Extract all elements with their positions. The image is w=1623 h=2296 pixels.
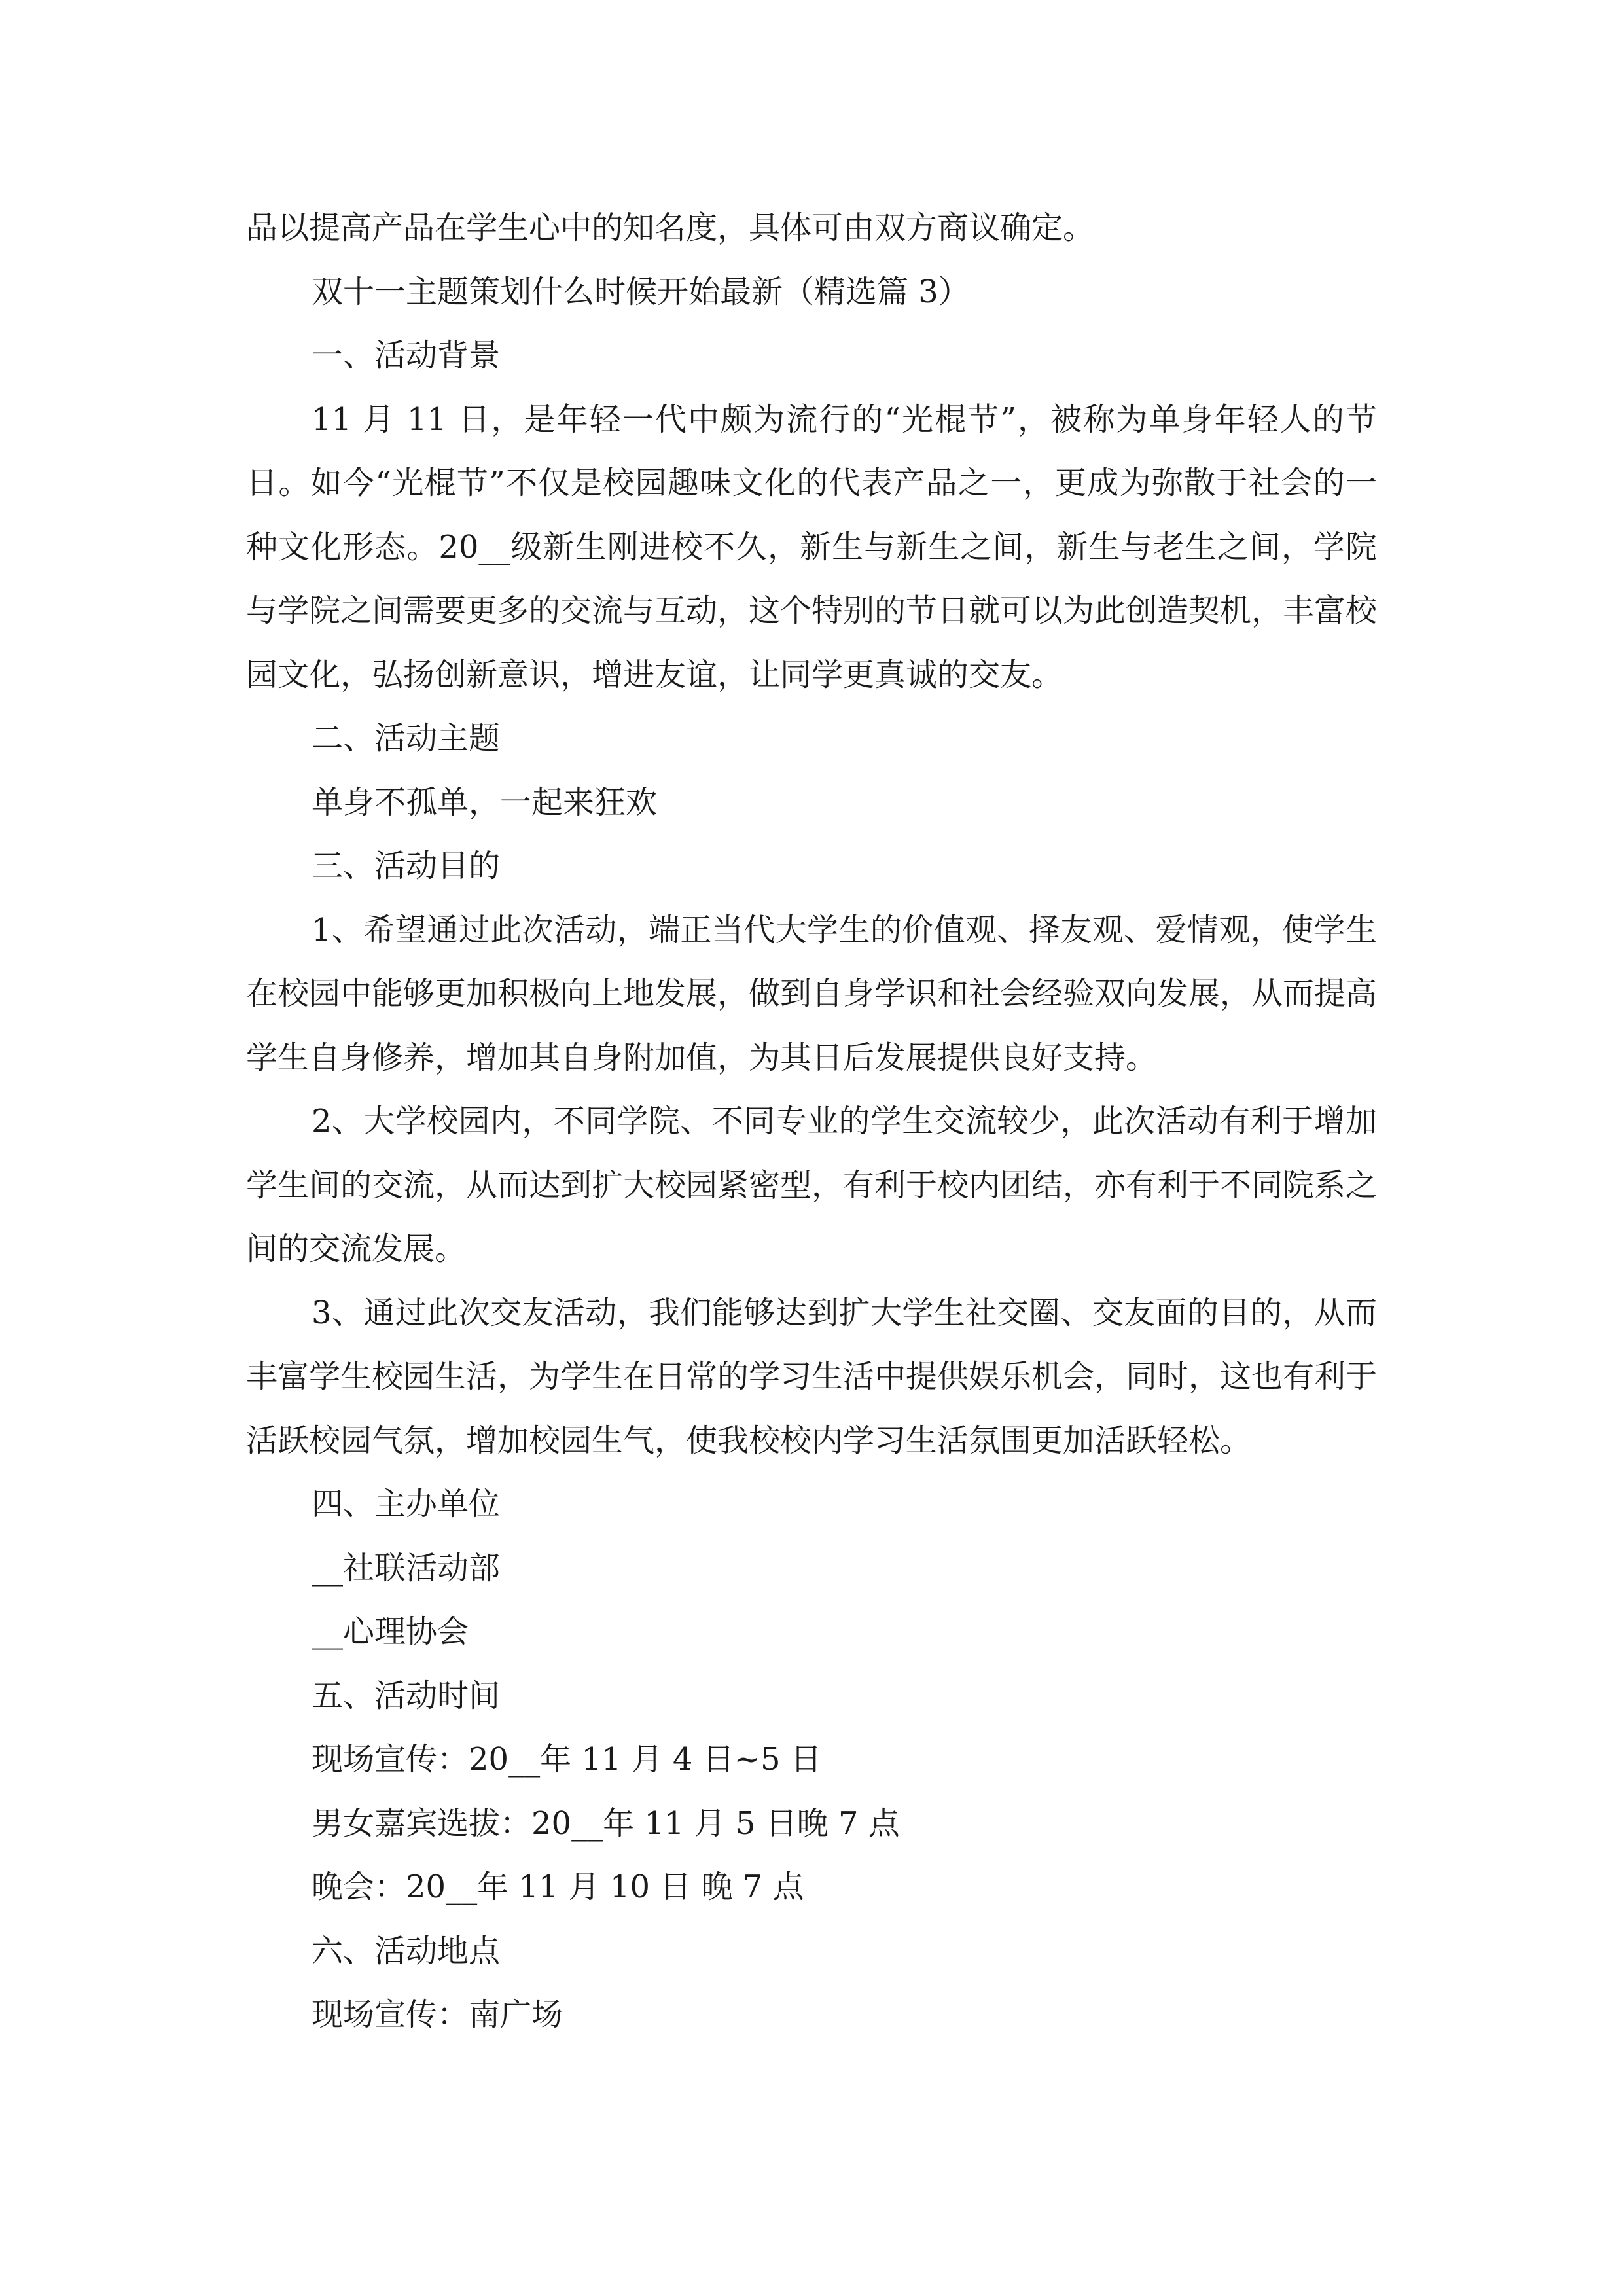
heading-time: 五、活动时间 xyxy=(312,1677,501,1714)
paragraph-theme: 单身不孤单，一起来狂欢 xyxy=(312,783,658,821)
time-gala: 晚会：20__年 11 月 10 日 晚 7 点 xyxy=(312,1869,804,1905)
section-title: 双十一主题策划什么时候开始最新（精选篇 3） xyxy=(312,273,970,310)
organizer-1: __社联活动部 xyxy=(312,1549,501,1587)
paragraph-purpose-2: 2、大学校园内，不同学院、不同专业的学生交流较少，此次活动有利于增加学生间的交流，从而达到扩大校园紧密型，有利于校内团结，亦有利于不同院系之间的交流发展。 xyxy=(246,1103,1378,1267)
location-promotion: 现场宣传：南广场 xyxy=(312,1996,563,2033)
heading-purpose: 三、活动目的 xyxy=(312,848,501,884)
paragraph-background: 11 月 11 日，是年轻一代中颇为流行的“光棍节”，被称为单身年轻人的节日。如今“光棍节”不仅是校园趣味文化的代表产品之一，更成为弥散于社会的一种文化形态。20__级新生刚进校不久，新生与新生之间，新生与老生之间，学院与学院之间需要更多的交流与互动，这个特别的节日就可以为此创造契机，丰富校园文化，弘扬创新意识，增进友谊，让同学更真诚的交友。 xyxy=(246,401,1378,693)
paragraph-purpose-1: 1、希望通过此次活动，端正当代大学生的价值观、择友观、爱情观，使学生在校园中能够更加积极向上地发展，做到自身学识和社会经验双向发展，从而提高学生自身修养，增加其自身附加值，为其日后发展提供良好支持。 xyxy=(246,911,1378,1076)
paragraph-purpose-3: 3、通过此次交友活动，我们能够达到扩大学生社交圈、交友面的目的，从而丰富学生校园生活，为学生在日常的学习生活中提供娱乐机会，同时，这也有利于活跃校园气氛，增加校园生气，使我校校内学习生活氛围更加活跃轻松。 xyxy=(246,1294,1378,1459)
paragraph-continuation: 品以提高产品在学生心中的知名度，具体可由双方商议确定。 xyxy=(246,209,1095,246)
time-selection: 男女嘉宾选拔：20__年 11 月 5 日晚 7 点 xyxy=(312,1804,900,1842)
heading-theme: 二、活动主题 xyxy=(312,720,501,757)
heading-organizer: 四、主办单位 xyxy=(312,1486,501,1522)
document-body xyxy=(246,196,1377,2047)
heading-location: 六、活动地点 xyxy=(312,1932,501,1969)
heading-background: 一、活动背景 xyxy=(312,337,501,374)
time-promotion: 现场宣传：20__年 11 月 4 日~5 日 xyxy=(312,1741,822,1778)
organizer-2: __心理协会 xyxy=(312,1613,469,1650)
